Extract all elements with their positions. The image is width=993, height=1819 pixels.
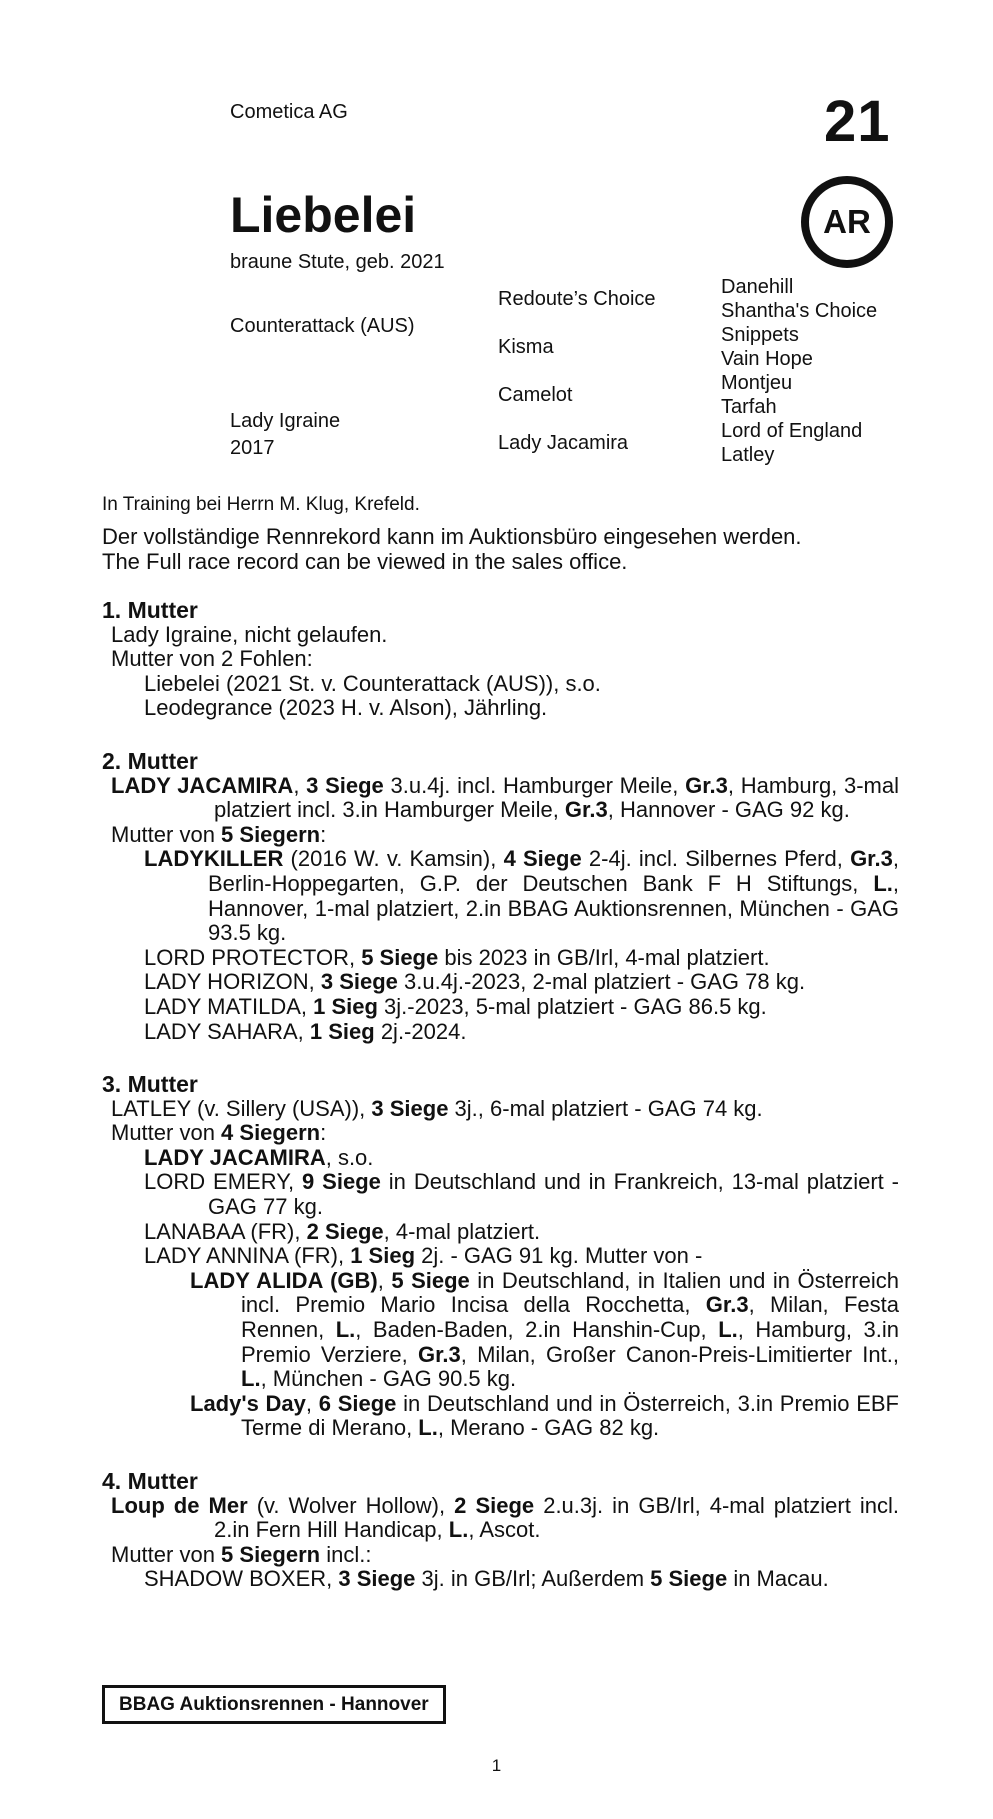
record-text: 3j.-2023, 5-mal platziert - GAG 86.5 kg. [377,993,767,1019]
pedigree-sire: Counterattack (AUS) [230,315,415,337]
record-text: incl.: [320,1541,372,1567]
wins: 6 Siege [318,1390,397,1416]
ar-badge-label: AR [823,203,871,240]
wins: 3 Siege [371,1095,449,1121]
record-text: , s.o. [325,1144,374,1170]
record-text: 3j., 6-mal platziert - GAG 74 kg. [448,1095,763,1121]
offspring-record [102,1146,899,1171]
pedigree-gen2-item: Redoute’s Choice [498,288,656,310]
record-text: in Deutschland und in Frankreich, 13-mal platziert - GAG 77 kg. [208,1169,899,1220]
mutter2-heading: 2. Mutter [102,747,198,774]
foal-item: Leodegrance (2023 H. v. Alson), Jährling. [144,695,548,721]
wins: 2 Siege [454,1492,535,1518]
listed: L. [335,1317,356,1343]
record-text: , Hannover, 1-mal platziert, 2.in BBAG Auktionsrennen, München - GAG 93.5 kg. [208,870,899,946]
offspring-name: LADY SAHARA, [144,1018,310,1044]
listed: L. [418,1415,438,1441]
record-text: in Deutschland und in Österreich, 3.in Premio EBF Terme di Merano, [241,1390,899,1441]
offspring-name: LORD PROTECTOR, [144,944,362,970]
record-text: , Baden-Baden, 2.in Hanshin-Cup, [355,1317,719,1343]
mutter1-line: Mutter von 2 Fohlen: [111,646,313,672]
pedigree-dam: Lady Igraine [230,410,341,432]
grandoffspring-record [102,1392,899,1441]
pedigree-gen2-item: Kisma [498,336,554,358]
grade: Gr.3 [850,846,893,872]
winners-count: 4 Siegern [221,1120,321,1146]
record-text: : [320,1120,327,1146]
listed: L. [873,870,893,896]
record-text: in Deutschland, in Italien und in Österreich incl. Premio Mario Incisa della Rocchetta, [241,1267,899,1318]
record-text: 3j. in GB/Irl; Außerdem [415,1566,651,1592]
pedigree-gen2-item: Lady Jacamira [498,432,629,454]
record-text: 2j. - GAG 91 kg. Mutter von - [415,1243,703,1269]
wins: 9 Siege [302,1169,381,1195]
record-text: , 4-mal platziert. [383,1218,541,1244]
wins: 3 Siege [306,772,384,798]
mutter4-heading: 4. Mutter [102,1468,198,1494]
offspring-name: LORD EMERY, [144,1169,303,1195]
record-text: 3.u.4j. incl. Hamburger Meile, [383,772,686,798]
mutter2-offspring-label [102,823,899,848]
record-text: bis 2023 in GB/Irl, 4-mal platziert. [438,944,770,970]
wins: 3 Siege [338,1566,416,1592]
record-text: : [320,821,327,847]
offspring-record [102,970,899,995]
grandoffspring-name: Lady's Day [190,1390,306,1416]
mutter2-dam-record: LADY JACAMIRA, 3 Siege 3.u.4j. incl. Hamburger Meile, Gr.3, Hamburg, 3-mal platziert incl. 3.in Hamburger Meile, Gr.3, Hannover - GAG 92 kg. [111,772,900,823]
wins: 1 Sieg [313,993,378,1019]
record-text: , Hannover - GAG 92 kg. [607,797,850,823]
record-text: 2j.-2024. [374,1018,467,1044]
record-text: 2.u.3j. in GB/Irl, 4-mal platziert incl. 2.in Fern Hill Handicap, [214,1492,899,1543]
race-box: BBAG Auktionsrennen - Hannover [102,1685,446,1724]
winners-count: 5 Siegern [221,821,321,847]
record-text: , Merano - GAG 82 kg. [437,1415,660,1441]
mutter3-heading: 3. Mutter [102,1071,198,1098]
record-text: , Milan, Großer Canon-Preis-Limitierter Int., [460,1341,899,1367]
grade: Gr.3 [685,772,728,798]
pedigree-gen3-item: Shantha's Choice [721,300,878,322]
listed: L. [448,1517,469,1543]
pedigree-gen3-item: Snippets [721,324,799,346]
wins: 2 Siege [306,1218,384,1244]
record-text: (2016 W. v. Kamsin), [283,846,504,872]
record-text: 3.u.4j.-2023, 2-mal platziert - GAG 78 kg. [397,969,806,995]
grade: Gr.3 [417,1341,461,1367]
family-section [102,598,899,1592]
mutter3-dam-record [102,1097,899,1122]
grandoffspring-record [102,1269,899,1392]
wins: 3 Siege [320,969,398,995]
record-text: , Milan, Festa Rennen, [241,1292,899,1343]
horse-name: Liebelei [230,187,417,243]
record-text: , [305,1390,319,1416]
record-text: , Hamburg, 3-mal platziert incl. 3.in Hamburger Meile, [214,772,900,823]
wins: 5 Siege [361,944,439,970]
grandoffspring-name: LADY ALIDA (GB) [190,1267,378,1293]
offspring-record [102,946,899,971]
pedigree-gen3-item: Latley [721,444,775,466]
record-text: Mutter von [111,1541,222,1567]
record-text: , München - GAG 90.5 kg. [260,1366,517,1392]
record-note-de: Der vollständige Rennrekord kann im Auktionsbüro eingesehen werden. [102,524,802,549]
record-text: , Berlin-Hoppegarten, G.P. der Deutschen Bank F H Stiftungs, [208,846,899,896]
offspring-record [102,1567,899,1592]
dam-name: Loup de Mer [111,1492,248,1518]
record-text: (v. Wolver Hollow), [247,1492,455,1518]
record-text: in Macau. [727,1566,829,1592]
pedigree-gen3-item: Tarfah [721,396,777,418]
pedigree-gen3-item: Montjeu [721,372,793,394]
offspring-name: LADY HORIZON, [144,969,321,995]
ar-badge-icon [801,176,893,268]
offspring-name: LANABAA (FR), [144,1218,307,1244]
record-note-en: The Full race record can be viewed in the sales office. [102,549,628,574]
mutter3-offspring-label [102,1121,899,1146]
dam-name: LADY JACAMIRA [111,772,294,798]
lot-number: 21 [824,89,891,154]
pedigree-gen3-item: Lord of England [721,420,863,442]
horse-description: braune Stute, geb. 2021 [230,251,445,273]
grade: Gr.3 [705,1292,749,1318]
grade: Gr.3 [564,797,608,823]
record-text: , Ascot. [468,1517,541,1543]
offspring-name: LADY ANNINA (FR), [144,1243,351,1269]
training-note: In Training bei Herrn M. Klug, Krefeld. [102,494,420,515]
offspring-name: LADYKILLER [144,846,284,872]
listed: L. [718,1317,738,1343]
wins: 1 Sieg [309,1018,375,1044]
mutter4-offspring-label [102,1543,899,1568]
offspring-record [102,1020,899,1045]
winners-count: 5 Siegern [221,1541,321,1567]
record-text: Mutter von [111,1120,222,1146]
foal-item: Liebelei (2021 St. v. Counterattack (AUS)), s.o. [144,670,601,696]
pedigree-dam-year: 2017 [230,437,275,459]
mutter4-dam-record [102,1494,899,1543]
wins: 5 Siege [391,1267,470,1293]
mutter1-heading: 1. Mutter [102,597,198,623]
record-text: , [377,1267,392,1293]
offspring-name: LADY JACAMIRA [144,1144,326,1170]
offspring-record [102,847,899,945]
record-text: Mutter von [111,821,222,847]
page-number: 1 [491,1756,502,1775]
offspring-record [102,1244,899,1269]
offspring-record [102,995,899,1020]
pedigree-gen3-item: Danehill [721,276,794,298]
offspring-name: LADY MATILDA, [144,993,314,1019]
record-text: LATLEY (v. Sillery (USA)), [111,1095,372,1121]
owner-name: Cometica AG [230,101,348,123]
listed: L. [241,1366,261,1392]
wins: 4 Siege [503,846,582,872]
wins: 5 Siege [650,1566,728,1592]
offspring-name: SHADOW BOXER, [144,1566,339,1592]
record-text: , Hamburg, 3.in Premio Verziere, [241,1317,899,1367]
mutter1-line: Lady Igraine, nicht gelaufen. [111,621,388,647]
offspring-record [102,1220,899,1245]
record-text: 2-4j. incl. Silbernes Pferd, [581,846,851,872]
wins: 1 Sieg [350,1243,416,1269]
offspring-record [102,1170,899,1219]
pedigree-gen2-item: Camelot [498,384,573,406]
pedigree-gen3-item: Vain Hope [721,348,813,370]
